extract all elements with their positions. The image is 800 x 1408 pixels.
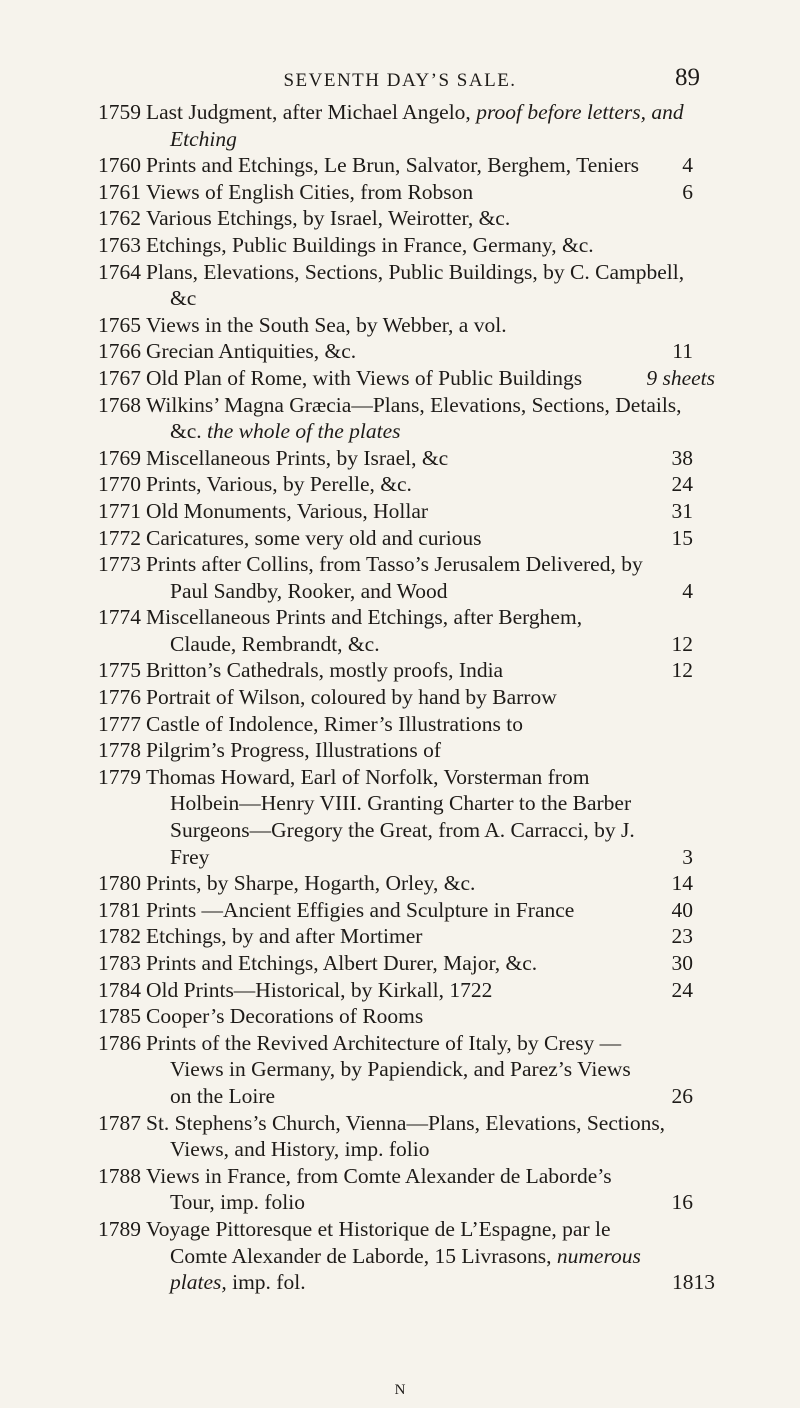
lot-number: 1782	[98, 924, 141, 949]
lot-description: Prints and Etchings, Albert Durer, Major, &c.	[146, 951, 538, 975]
lot-number: 1769	[98, 445, 141, 470]
lot-number: 1774	[98, 605, 141, 630]
lot-description: Pilgrim’s Progress, Illustrations of	[146, 738, 442, 763]
lot-number: 1781	[98, 897, 141, 922]
lot-entry	[98, 897, 715, 924]
lot-quantity: 15	[671, 525, 693, 550]
lot-description: Prints —Ancient Effigies and Sculpture in France	[146, 897, 575, 922]
lot-description: Last Judgment, after Michael Angelo, proof before letters, and Etching	[146, 100, 684, 151]
lot-number: 1784	[98, 977, 141, 1002]
lot-quantity: 6	[682, 179, 693, 204]
lot-number: 1783	[98, 951, 141, 975]
signature-mark: N	[394, 1382, 406, 1398]
lot-description: Various Etchings, by Israel, Weirotter, &c.	[146, 206, 511, 231]
lot-description: Old Plan of Rome, with Views of Public Buildings	[146, 365, 583, 390]
lot-description: Portrait of Wilson, coloured by hand by Barrow	[146, 685, 557, 710]
lot-quantity: 4	[682, 153, 693, 178]
lot-number: 1761	[98, 179, 141, 204]
lot-number: 1773	[98, 552, 141, 577]
lot-italic-note: the whole of the plates	[207, 419, 401, 444]
lot-description: Prints, Various, by Perelle, &c.	[146, 472, 412, 497]
lot-number: 1767	[98, 365, 141, 390]
lot-number: 1780	[98, 871, 141, 896]
lot-description: St. Stephens’s Church, Vienna—Plans, Elevations, Sections, Views, and History, imp. folio	[146, 1110, 666, 1162]
lot-entry	[98, 392, 715, 445]
lot-number: 1785	[98, 1004, 141, 1029]
lot-entry	[98, 684, 715, 711]
lot-number: 1768	[98, 392, 141, 417]
lot-entry	[98, 99, 715, 152]
lot-entry	[98, 259, 715, 312]
lot-description: Wilkins’ Magna Græcia—Plans, Elevations, Sections, Details, &c. the whole of the plates	[146, 392, 682, 444]
lot-number: 1772	[98, 525, 141, 550]
lot-description: Etchings, by and after Mortimer	[146, 924, 423, 949]
lot-description: Caricatures, some very old and curious	[146, 525, 482, 550]
lot-quantity: 11	[672, 339, 693, 364]
lot-description: Old Monuments, Various, Hollar	[146, 498, 429, 523]
lot-entry	[98, 338, 715, 365]
lot-entry	[98, 870, 715, 897]
lot-quantity: 38	[671, 445, 693, 470]
lot-number: 1762	[98, 206, 141, 231]
lot-number: 1787	[98, 1110, 141, 1135]
lot-quantity: 40	[671, 897, 693, 922]
lot-quantity: 12	[671, 658, 693, 683]
lot-entry	[98, 152, 715, 179]
lot-description: Prints, by Sharpe, Hogarth, Orley, &c.	[146, 871, 476, 896]
lot-number: 1789	[98, 1216, 141, 1241]
lot-list	[98, 99, 715, 1296]
lot-number: 1775	[98, 658, 141, 683]
lot-entry	[98, 657, 715, 684]
lot-number: 1770	[98, 472, 141, 497]
lot-number: 1786	[98, 1030, 141, 1055]
lot-entry	[98, 1003, 715, 1030]
page-number: 89	[675, 64, 700, 91]
lot-entry	[98, 950, 715, 977]
lot-description: Miscellaneous Prints and Etchings, after Berghem, Claude, Rembrandt, &c.	[146, 605, 583, 656]
lot-quantity: 9 sheets	[646, 365, 715, 390]
lot-description: Thomas Howard, Earl of Norfolk, Vorsterman from Holbein—Henry VIII. Granting Charter to the Barber Surgeons—Gregory the Great, from A. Carracci, by J. Frey	[146, 764, 635, 869]
lot-entry	[98, 711, 715, 738]
lot-description: Miscellaneous Prints, by Israel, &c	[146, 445, 449, 470]
lot-number: 1764	[98, 259, 141, 284]
lot-number: 1763	[98, 232, 141, 257]
lot-entry	[98, 604, 715, 657]
lot-quantity: 24	[671, 472, 693, 497]
lot-quantity: 26	[671, 1083, 693, 1108]
lot-description: Plans, Elevations, Sections, Public Buildings, by C. Campbell, &c	[146, 259, 685, 311]
lot-number: 1779	[98, 764, 141, 789]
lot-entry	[98, 1030, 715, 1110]
lot-description: Views of English Cities, from Robson	[146, 179, 474, 204]
lot-italic-note: proof before letters, and Etching	[170, 100, 684, 151]
lot-quantity: 3	[682, 844, 693, 869]
lot-entry	[98, 525, 715, 552]
lot-quantity: 14	[671, 871, 693, 896]
lot-entry	[98, 232, 715, 259]
lot-number: 1771	[98, 498, 141, 523]
lot-description: Grecian Antiquities, &c.	[146, 339, 357, 364]
lot-entry	[98, 551, 715, 604]
lot-quantity: 31	[671, 498, 693, 523]
lot-quantity: 30	[671, 951, 693, 975]
lot-description: Voyage Pittoresque et Historique de L’Espagne, par le Comte Alexander de Laborde, 15 Livrasons, numerous plates, imp. fol.	[146, 1216, 641, 1295]
lot-description: Old Prints—Historical, by Kirkall, 1722	[146, 977, 493, 1002]
lot-entry	[98, 471, 715, 498]
lot-number: 1777	[98, 711, 141, 736]
lot-quantity: 24	[671, 977, 693, 1002]
lot-description: Castle of Indolence, Rimer’s Illustrations to	[146, 711, 523, 736]
lot-description: Etchings, Public Buildings in France, Germany, &c.	[146, 232, 594, 257]
lot-number: 1788	[98, 1163, 141, 1188]
lot-quantity: 16	[671, 1190, 693, 1215]
lot-entry	[98, 445, 715, 472]
lot-entry	[98, 179, 715, 206]
lot-number: 1776	[98, 685, 141, 710]
lot-description: Views in France, from Comte Alexander de Laborde’s Tour, imp. folio	[146, 1163, 612, 1215]
lot-entry	[98, 312, 715, 339]
lot-entry	[98, 1216, 715, 1296]
page-header	[100, 64, 700, 100]
lot-number: 1765	[98, 312, 141, 337]
lot-number: 1778	[98, 738, 141, 763]
lot-number: 1759	[98, 100, 141, 124]
lot-quantity: 23	[671, 924, 693, 949]
lot-description: Prints after Collins, from Tasso’s Jerusalem Delivered, by Paul Sandby, Rooker, and Wood	[146, 552, 643, 603]
lot-entry	[98, 764, 715, 870]
lot-description: Cooper’s Decorations of Rooms	[146, 1004, 424, 1029]
running-title: SEVENTH DAY’S SALE.	[283, 70, 517, 91]
lot-number: 1766	[98, 339, 141, 364]
lot-entry	[98, 1110, 715, 1163]
lot-entry	[98, 1163, 715, 1216]
lot-description: Prints of the Revived Architecture of Italy, by Cresy — Views in Germany, by Papiendick, and Parez’s Views on the Loire	[146, 1030, 631, 1108]
lot-entry	[98, 737, 715, 764]
lot-entry	[98, 365, 715, 392]
lot-entry	[98, 923, 715, 950]
lot-italic-note: numerous plates,	[170, 1243, 641, 1295]
lot-number: 1760	[98, 153, 141, 178]
lot-quantity: 12	[671, 631, 693, 656]
lot-entry	[98, 205, 715, 232]
lot-description: Prints and Etchings, Le Brun, Salvator, Berghem, Teniers	[146, 153, 640, 178]
lot-description: Views in the South Sea, by Webber, a vol.	[146, 312, 507, 337]
lot-quantity: 4	[682, 578, 693, 603]
lot-entry	[98, 498, 715, 525]
lot-quantity: 1813	[672, 1270, 715, 1295]
lot-description: Britton’s Cathedrals, mostly proofs, India	[146, 658, 504, 683]
lot-entry	[98, 977, 715, 1004]
